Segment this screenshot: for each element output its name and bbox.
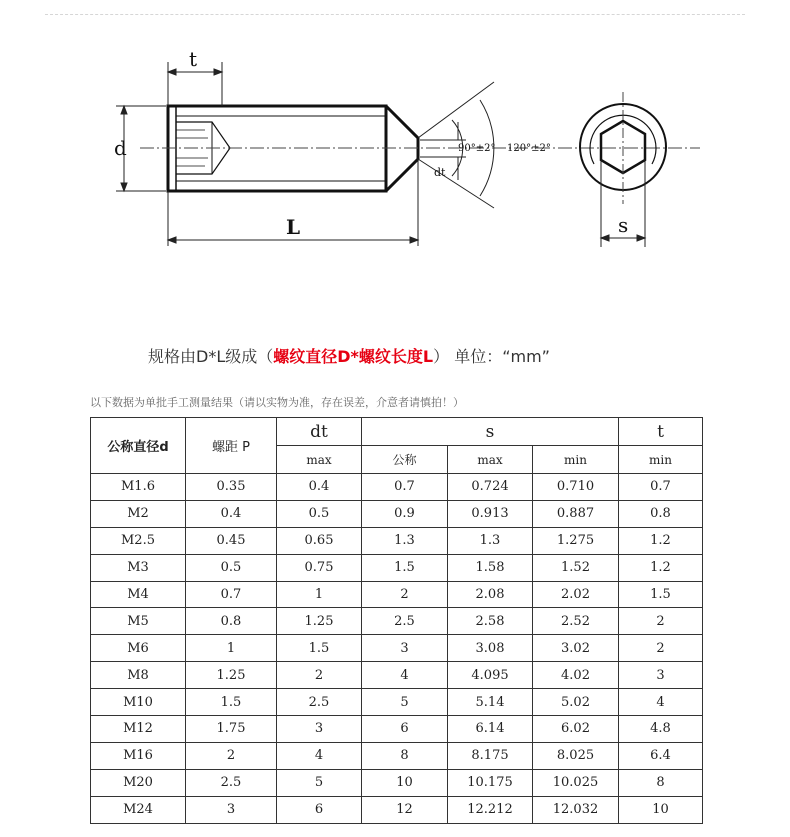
table-row <box>91 581 703 608</box>
header-s-nominal: 公称 <box>362 446 448 474</box>
label-d: d <box>114 136 127 160</box>
set-screw-drawing <box>0 20 790 250</box>
table-cell: M16 <box>91 742 186 769</box>
table-row <box>91 796 703 823</box>
table-cell: 6 <box>362 716 448 743</box>
table-cell: 5 <box>362 689 448 716</box>
header-t-min: min <box>619 446 703 474</box>
table-cell: M5 <box>91 608 186 635</box>
spec-description <box>148 344 550 367</box>
table-row <box>91 474 703 501</box>
table-cell: 1.58 <box>448 554 533 581</box>
table-cell: 1.25 <box>186 662 277 689</box>
label-dt: dt <box>434 166 446 179</box>
table-cell: 2 <box>277 662 362 689</box>
spec-prefix: 规格由D*L级成（ <box>148 347 274 366</box>
table-cell: 2.5 <box>277 689 362 716</box>
table-cell: 12 <box>362 796 448 823</box>
label-t: t <box>189 47 198 71</box>
table-cell: 1.5 <box>619 581 703 608</box>
table-row <box>91 769 703 796</box>
table-row <box>91 554 703 581</box>
header-s: s <box>362 418 619 446</box>
table-cell: 0.8 <box>619 500 703 527</box>
table-cell: 4 <box>619 689 703 716</box>
table-cell: 0.7 <box>186 581 277 608</box>
table-cell: 1.75 <box>186 716 277 743</box>
table-cell: 0.35 <box>186 474 277 501</box>
table-cell: 1.3 <box>448 527 533 554</box>
table-cell: 3.08 <box>448 635 533 662</box>
label-angle-90: 90°±2° <box>458 143 496 154</box>
table-row <box>91 608 703 635</box>
table-cell: 8.025 <box>533 742 619 769</box>
table-cell: M2 <box>91 500 186 527</box>
table-cell: 0.9 <box>362 500 448 527</box>
header-nominal-diameter: 公称直径d <box>91 418 186 474</box>
table-cell: 0.913 <box>448 500 533 527</box>
spec-highlight: 螺纹直径D*螺纹长度L <box>273 347 434 366</box>
table-cell: 6.14 <box>448 716 533 743</box>
table-cell: M6 <box>91 635 186 662</box>
table-row <box>91 635 703 662</box>
table-cell: 12.032 <box>533 796 619 823</box>
table-cell: 0.887 <box>533 500 619 527</box>
table-cell: 1.52 <box>533 554 619 581</box>
table-cell: 4.095 <box>448 662 533 689</box>
table-cell: 1.2 <box>619 527 703 554</box>
table-cell: 8 <box>619 769 703 796</box>
table-row <box>91 742 703 769</box>
table-cell: 2.02 <box>533 581 619 608</box>
table-cell: 3 <box>277 716 362 743</box>
table-cell: 1 <box>277 581 362 608</box>
table-cell: 6.4 <box>619 742 703 769</box>
table-cell: 10.025 <box>533 769 619 796</box>
screw-body <box>168 106 418 191</box>
table-cell: 0.4 <box>277 474 362 501</box>
table-cell: 8.175 <box>448 742 533 769</box>
table-cell: 2.58 <box>448 608 533 635</box>
header-dt: dt <box>277 418 362 446</box>
label-s: s <box>618 213 629 237</box>
table-cell: 4.8 <box>619 716 703 743</box>
table-cell: 0.8 <box>186 608 277 635</box>
table-cell: 6 <box>277 796 362 823</box>
table-cell: 8 <box>362 742 448 769</box>
table-cell: 2.08 <box>448 581 533 608</box>
table-cell: 10.175 <box>448 769 533 796</box>
table-cell: 2 <box>619 608 703 635</box>
table-cell: 1.25 <box>277 608 362 635</box>
table-cell: 1.5 <box>186 689 277 716</box>
table-cell: 4 <box>277 742 362 769</box>
header-t: t <box>619 418 703 446</box>
table-cell: 6.02 <box>533 716 619 743</box>
table-cell: 0.7 <box>362 474 448 501</box>
table-cell: M8 <box>91 662 186 689</box>
table-cell: M12 <box>91 716 186 743</box>
table-cell: 1.5 <box>362 554 448 581</box>
table-cell: 0.724 <box>448 474 533 501</box>
table-cell: 1.275 <box>533 527 619 554</box>
top-divider <box>45 14 745 15</box>
header-s-max: max <box>448 446 533 474</box>
table-cell: 2.5 <box>362 608 448 635</box>
table-cell: 4 <box>362 662 448 689</box>
table-row <box>91 500 703 527</box>
table-cell: 4.02 <box>533 662 619 689</box>
table-cell: 0.4 <box>186 500 277 527</box>
table-cell: 5.02 <box>533 689 619 716</box>
spec-table <box>90 417 703 824</box>
table-cell: 0.5 <box>277 500 362 527</box>
table-cell: 2 <box>619 635 703 662</box>
label-angle-120: 120°±2° <box>507 143 551 154</box>
table-cell: 10 <box>619 796 703 823</box>
table-cell: 2.52 <box>533 608 619 635</box>
table-row <box>91 527 703 554</box>
table-cell: 1 <box>186 635 277 662</box>
table-cell: 0.7 <box>619 474 703 501</box>
table-cell: 10 <box>362 769 448 796</box>
header-dt-max: max <box>277 446 362 474</box>
table-cell: 0.45 <box>186 527 277 554</box>
table-cell: 2 <box>186 742 277 769</box>
table-row <box>91 716 703 743</box>
table-cell: M2.5 <box>91 527 186 554</box>
header-s-min: min <box>533 446 619 474</box>
table-cell: 3 <box>186 796 277 823</box>
table-cell: 5.14 <box>448 689 533 716</box>
measurement-note: 以下数据为单批手工测量结果（请以实物为准，存在误差，介意者请慎拍！） <box>90 396 464 409</box>
table-cell: 0.5 <box>186 554 277 581</box>
table-cell: M10 <box>91 689 186 716</box>
table-cell: 0.710 <box>533 474 619 501</box>
table-cell: 3 <box>619 662 703 689</box>
spec-suffix: ） 单位：“mm” <box>433 347 550 366</box>
table-cell: M1.6 <box>91 474 186 501</box>
table-cell: M24 <box>91 796 186 823</box>
table-cell: 3 <box>362 635 448 662</box>
table-cell: M20 <box>91 769 186 796</box>
table-cell: 1.5 <box>277 635 362 662</box>
table-cell: 1.3 <box>362 527 448 554</box>
table-cell: 1.2 <box>619 554 703 581</box>
table-cell: M4 <box>91 581 186 608</box>
header-pitch: 螺距 P <box>186 418 277 474</box>
table-cell: 0.65 <box>277 527 362 554</box>
table-cell: 3.02 <box>533 635 619 662</box>
table-cell: 2.5 <box>186 769 277 796</box>
label-L: L <box>286 215 301 239</box>
table-cell: 5 <box>277 769 362 796</box>
table-cell: 12.212 <box>448 796 533 823</box>
table-cell: 0.75 <box>277 554 362 581</box>
table-cell: M3 <box>91 554 186 581</box>
table-cell: 2 <box>362 581 448 608</box>
table-row <box>91 689 703 716</box>
table-row <box>91 662 703 689</box>
